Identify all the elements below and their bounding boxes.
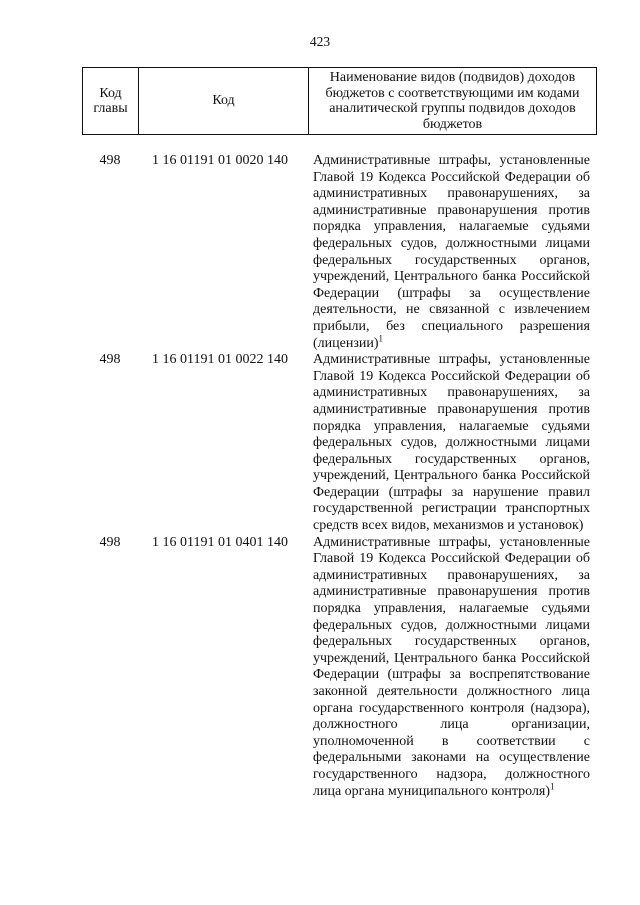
row-name-cell [313, 535, 590, 801]
table-row [82, 352, 596, 535]
row-name: Административные штрафы, установленные Главой 19 Кодекса Российской Федерации об административных правонарушениях, за административные правонарушения против порядка управления, налагаемые судьями федеральных судов, должностными лицами федеральных государственных органов, учреждений, Центрального банка Российской Федерации (штрафы за нарушение правил государственной регистрации транспортных средств всех видов, механизмов и установок) [313, 352, 590, 534]
row-code: 1 16 01191 01 0020 140 [152, 153, 288, 168]
header-row [83, 68, 597, 135]
footnote-mark: 1 [378, 332, 384, 343]
header-cell-glava: Код главы [83, 68, 139, 135]
header-cell-code: Код [139, 68, 309, 135]
row-name: Административные штрафы, установленные Главой 19 Кодекса Российской Федерации об административных правонарушениях, за административные правонарушения против порядка управления, налагаемые судьями федеральных судов, должностными лицами федеральных государственных органов, учреждений, Центрального банка Российской Федерации (штрафы за осуществление деятельности, не связанной с извлечением прибыли, без специального разрешения (лицензии) [313, 153, 590, 351]
header-cell-name: Наименование видов (подвидов) доходов бюджетов с соответствующими им кодами аналитической группы подвидов доходов бюджетов [309, 68, 597, 135]
row-name-cell [313, 352, 590, 535]
table-row [82, 153, 596, 352]
table-body [82, 153, 596, 800]
table-header [82, 67, 597, 135]
table-row [82, 535, 596, 801]
row-code: 1 16 01191 01 0401 140 [152, 534, 288, 550]
row-glava: 498 [99, 534, 121, 550]
page-number: 423 [309, 34, 331, 49]
footnote-mark: 1 [550, 780, 555, 791]
row-code: 1 16 01191 01 0022 140 [152, 352, 288, 368]
row-name-cell [313, 153, 590, 352]
row-glava: 498 [99, 352, 121, 368]
row-glava: 498 [99, 153, 121, 168]
row-name: Административные штрафы, установленные Главой 19 Кодекса Российской Федерации об административных правонарушениях, за административные правонарушения против порядка управления, налагаемые судьями федеральных судов, должностными лицами федеральных государственных органов, учреждений, Центрального банка Российской Федерации (штрафы за воспрепятствование законной деятельности должностного лица органа государственного контроля (надзора), должностного лица организации, уполномоченной в соответствии с федеральными законами на осуществление государственного надзора, должностного лица органа муниципального контроля) [313, 534, 590, 799]
